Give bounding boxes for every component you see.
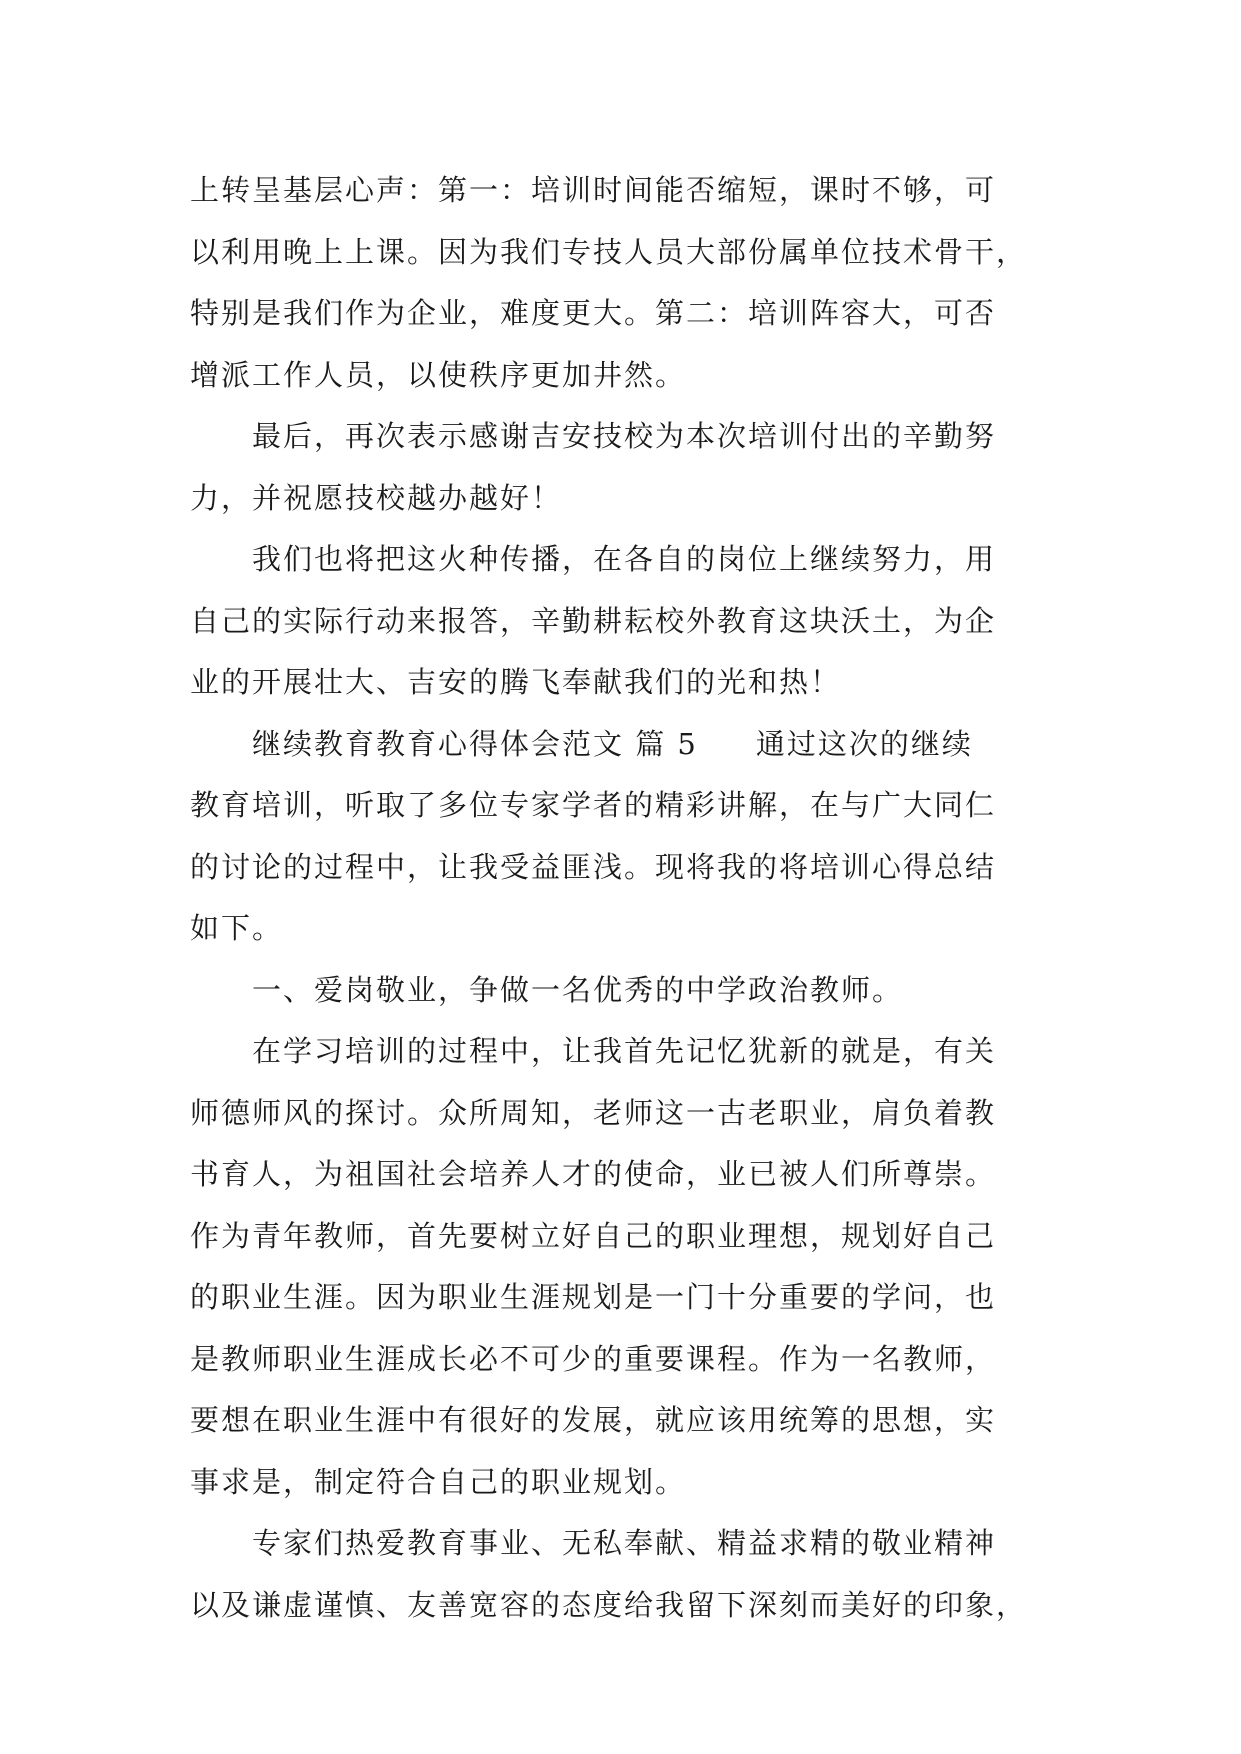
paragraph-start-line: 最后，再次表示感谢吉安技校为本次培训付出的辛勤努 [252,419,997,453]
text-line: 书育人，为祖国社会培养人才的使命，业已被人们所尊崇。 [190,1157,997,1191]
body-text [190,160,1070,1636]
paragraph-start-line: 我们也将把这火种传播，在各自的岗位上继续努力，用 [252,542,997,576]
section-heading-line [190,714,1070,776]
text-line: 以及谦虚谨慎、友善宽容的态度给我留下深刻而美好的印象， [190,1587,1028,1622]
text-line: 是教师职业生涯成长必不可少的重要课程。作为一名教师， [190,1341,997,1376]
paragraph-start-line: 在学习培训的过程中，让我首先记忆犹新的就是，有关 [252,1034,997,1068]
text-line: 特别是我们作为企业，难度更大。第二：培训阵容大，可否 [190,296,997,330]
text-line: 事求是，制定符合自己的职业规划。 [190,1464,687,1499]
text-line: 要想在职业生涯中有很好的发展，就应该用统筹的思想，实 [190,1403,997,1437]
text-line: 师德师风的探讨。众所周知，老师这一古老职业，肩负着教 [190,1095,997,1130]
text-line: 力，并祝愿技校越办越好！ [190,480,563,515]
text-line: 的职业生涯。因为职业生涯规划是一门十分重要的学问，也 [190,1280,997,1314]
text-line: 如下。 [190,911,284,945]
section-heading: 继续教育教育心得体会范文 篇 5 [252,726,698,761]
text-line: 教育培训，听取了多位专家学者的精彩讲解，在与广大同仁 [190,788,997,822]
text-line: 上转呈基层心声：第一：培训时间能否缩短，课时不够，可 [190,173,997,207]
text-line: 作为青年教师，首先要树立好自己的职业理想，规划好自己 [190,1218,997,1253]
text-line: 自己的实际行动来报答，辛勤耕耘校外教育这块沃土，为企 [190,603,997,638]
text-line: 增派工作人员，以使秩序更加井然。 [190,357,687,392]
text-line: 以利用晚上上课。因为我们专技人员大部份属单位技术骨干， [190,234,1028,269]
subheading-line: 一、爱岗敬业，争做一名优秀的中学政治教师。 [252,972,904,1007]
text-line: 的讨论的过程中，让我受益匪浅。现将我的将培训心得总结 [190,849,997,884]
paragraph-start-line: 专家们热爱教育事业、无私奉献、精益求精的敬业精神 [252,1526,997,1560]
text-line: 业的开展壮大、吉安的腾飞奉献我们的光和热！ [190,665,842,699]
section-intro-text: 通过这次的继续 [755,726,973,761]
